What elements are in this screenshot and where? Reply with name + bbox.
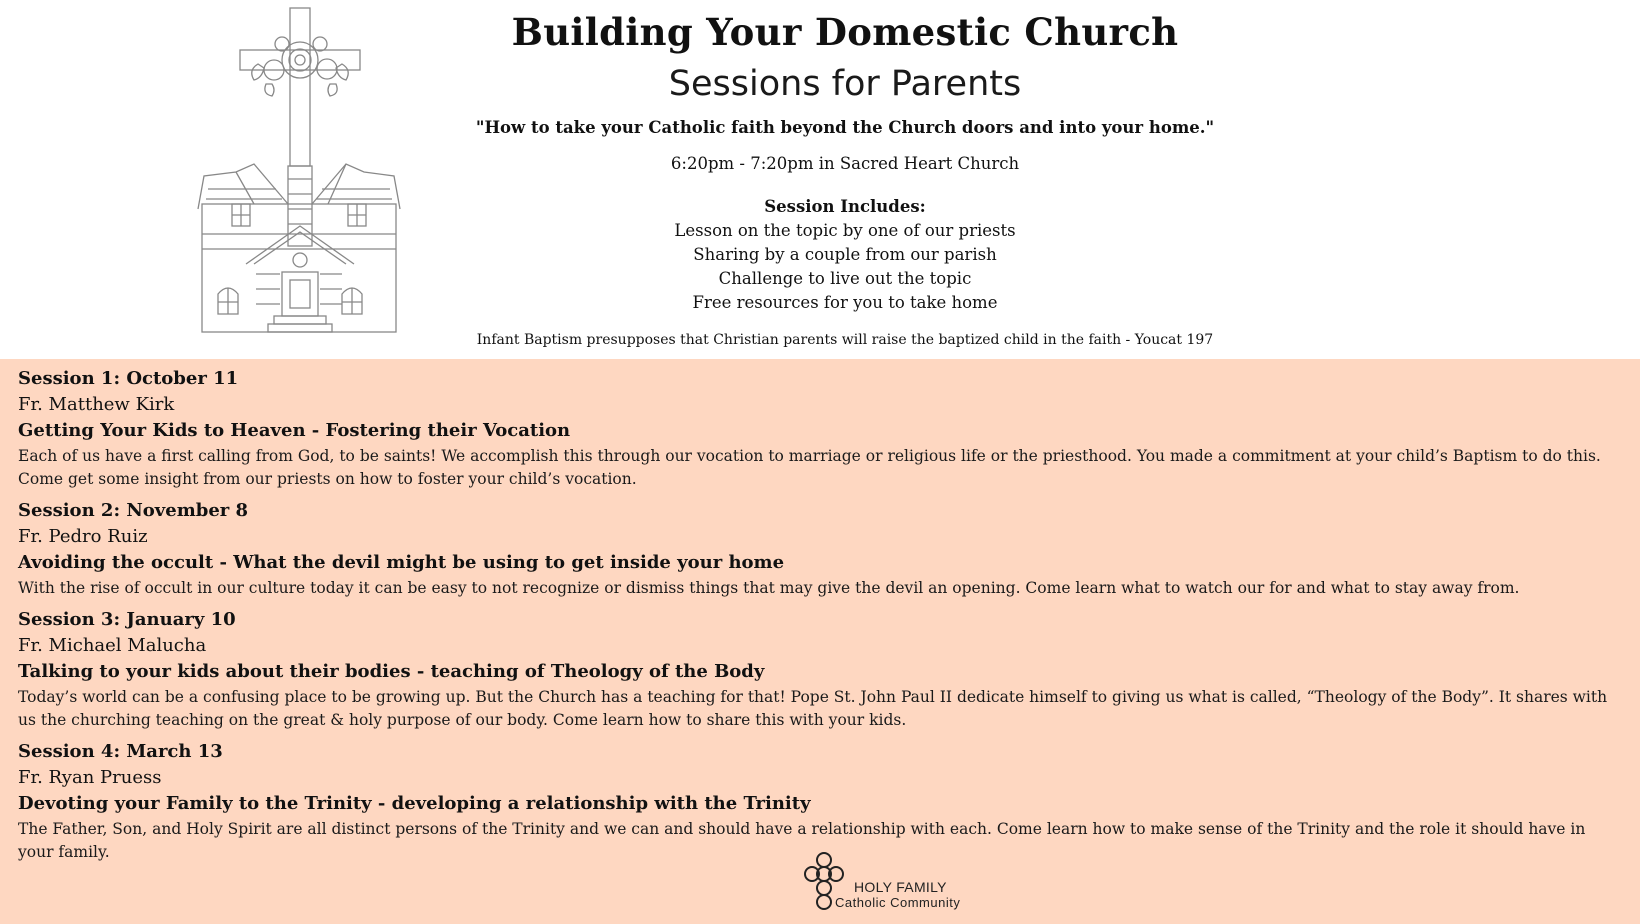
tagline-quote: "How to take your Catholic faith beyond the Church doors and into your home." <box>475 118 1215 137</box>
session-heading: Session 4: March 13 <box>18 741 223 762</box>
youcat-footnote: Infant Baptism presupposes that Christian parents will raise the baptized child in the faith - Youcat 197 <box>476 332 1214 348</box>
session-2 <box>18 498 1618 600</box>
session-description: Today’s world can be a confusing place to be growing up. But the Church has a teaching for that! Pope St. John Paul II dedicate himself to giving us what is called, “Theology of the Body”. It shares with us the churching teaching on the great & holy purpose of our body. Come learn how to share this with your kids. <box>18 688 1608 729</box>
house-cross-illustration <box>196 4 402 336</box>
session-priest: Fr. Matthew Kirk <box>18 394 175 415</box>
includes-item: Sharing by a couple from our parish <box>693 245 997 264</box>
session-priest: Fr. Ryan Pruess <box>18 767 162 788</box>
page-title: Building Your Domestic Church <box>511 10 1179 54</box>
session-topic: Getting Your Kids to Heaven - Fostering their Vocation <box>18 420 571 441</box>
session-includes <box>380 195 1310 315</box>
logo-line1: HOLY FAMILY <box>854 879 947 895</box>
holy-family-logo <box>800 850 980 912</box>
session-topic: Talking to your kids about their bodies - teaching of Theology of the Body <box>18 661 765 682</box>
session-1 <box>18 366 1618 491</box>
includes-item: Free resources for you to take home <box>692 293 998 312</box>
session-3 <box>18 607 1618 732</box>
session-heading: Session 3: January 10 <box>18 609 236 630</box>
includes-item: Challenge to live out the topic <box>718 269 972 288</box>
session-topic: Avoiding the occult - What the devil might be using to get inside your home <box>18 552 785 573</box>
session-description: Each of us have a first calling from God, to be saints! We accomplish this through our vocation to marriage or religious life or the priesthood. You made a commitment at your child’s Baptism to do this. Come get some insight from our priests on how to foster your child’s vocation. <box>18 447 1601 488</box>
session-topic: Devoting your Family to the Trinity - developing a relationship with the Trinity <box>18 793 811 814</box>
session-priest: Fr. Michael Malucha <box>18 635 207 656</box>
session-heading: Session 2: November 8 <box>18 500 249 521</box>
header-section <box>0 0 1640 359</box>
page-subtitle: Sessions for Parents <box>668 64 1022 104</box>
session-time-location: 6:20pm - 7:20pm in Sacred Heart Church <box>670 154 1020 173</box>
logo-line2: Catholic Community <box>835 895 961 910</box>
session-description: The Father, Son, and Holy Spirit are all distinct persons of the Trinity and we can and should have a relationship with each. Come learn how to make sense of the Trinity and the role it should have in your family. <box>18 820 1586 861</box>
includes-item: Lesson on the topic by one of our priests <box>674 221 1016 240</box>
session-description: With the rise of occult in our culture today it can be easy to not recognize or dismiss things that may give the devil an opening. Come learn what to watch our for and what to stay away from. <box>18 579 1520 597</box>
session-priest: Fr. Pedro Ruiz <box>18 526 148 547</box>
session-4 <box>18 739 1618 864</box>
session-heading: Session 1: October 11 <box>18 368 239 389</box>
includes-title: Session Includes: <box>764 197 926 216</box>
